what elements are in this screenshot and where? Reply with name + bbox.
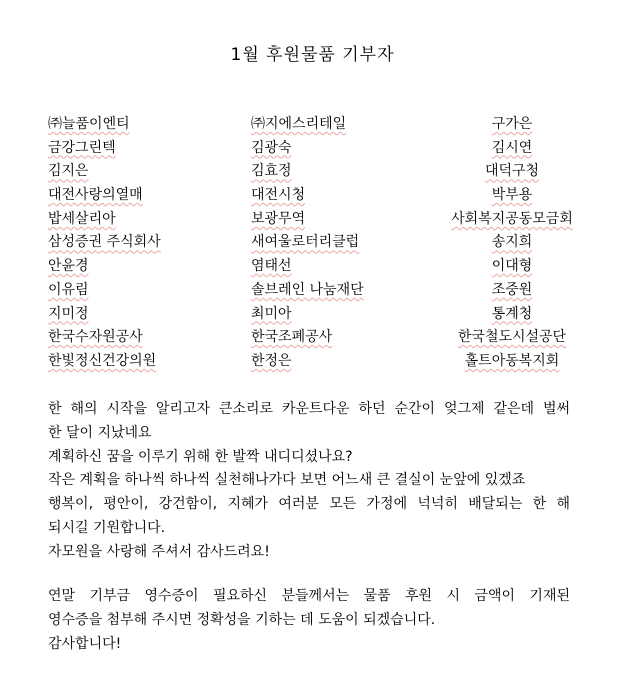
donor-name: 최미아 bbox=[251, 305, 292, 322]
donor-name: 이대형 bbox=[491, 258, 533, 275]
donor-row bbox=[48, 326, 588, 350]
donor-name: ㈜늘품이엔티 bbox=[48, 116, 130, 132]
message-line: 한 달이 지났네요 bbox=[48, 424, 152, 441]
donor-row bbox=[48, 208, 588, 232]
donor-name: 통계청 bbox=[491, 305, 533, 322]
donor-row bbox=[48, 137, 588, 161]
donor-name: 송지희 bbox=[491, 234, 533, 251]
donor-row bbox=[48, 279, 588, 303]
message-line: 행복이, 평안이, 강건함이, 지혜가 여러분 모든 가정에 넉넉히 배달되는 한 해 bbox=[48, 496, 570, 513]
donor-name: 지미정 bbox=[48, 305, 89, 322]
page-title: 1월 후원물품 기부자 bbox=[230, 45, 395, 65]
donor-name: 구가은 bbox=[491, 116, 533, 132]
donor-row bbox=[48, 160, 588, 184]
donor-row bbox=[48, 350, 588, 374]
donor-name: 이유림 bbox=[48, 281, 89, 298]
donor-row bbox=[48, 255, 588, 279]
donor-name: 한정은 bbox=[251, 352, 292, 369]
receipt-line: 영수증을 첨부해 주시면 정확성을 기하는 데 도움이 되겠습니다. bbox=[48, 611, 436, 628]
donor-name: 사회복지공동모금회 bbox=[451, 210, 573, 227]
donor-name: 밥세살리아 bbox=[48, 210, 116, 227]
receipt-notice bbox=[48, 585, 570, 656]
receipt-line: 감사합니다! bbox=[48, 635, 122, 652]
donor-row bbox=[48, 231, 588, 255]
donor-name: 대덕구청 bbox=[484, 163, 540, 180]
donor-name: 홀트아동복지회 bbox=[464, 352, 560, 369]
donor-name: 대전시청 bbox=[251, 187, 306, 204]
donor-name: 박부용 bbox=[491, 187, 533, 204]
donor-name: 염태선 bbox=[251, 258, 292, 275]
message-line: 한 해의 시작을 알리고자 큰소리로 카운트다운 하던 순간이 엊그제 같은데 벌써 bbox=[48, 401, 570, 417]
receipt-line: 연말 기부금 영수증이 필요하신 분들께서는 물품 후원 시 금액이 기재된 bbox=[48, 588, 570, 604]
donor-name: 금강그린텍 bbox=[48, 139, 116, 156]
message-line: 되시길 기원합니다. bbox=[48, 519, 166, 536]
donor-name: 보광무역 bbox=[251, 210, 306, 227]
message-line: 계획하신 꿈을 이루기 위해 한 발짝 내디디셨나요? bbox=[48, 448, 353, 465]
donor-name: 한국조폐공사 bbox=[251, 329, 333, 346]
donor-name: 한국수자원공사 bbox=[48, 329, 143, 346]
message-line: 작은 계획을 하나씩 하나씩 실천해나가다 보면 어느새 큰 결실이 눈앞에 있겠죠 bbox=[48, 472, 526, 489]
donor-name: 대전사랑의열매 bbox=[48, 187, 143, 204]
donor-name: 솔브레인 나눔재단 bbox=[251, 281, 364, 298]
donor-row bbox=[48, 303, 588, 327]
donor-row bbox=[48, 113, 588, 137]
donor-name: 한국철도시설공단 bbox=[457, 329, 567, 346]
donor-name: 새여울로터리클럽 bbox=[251, 234, 360, 251]
thank-you-message bbox=[48, 398, 570, 565]
donor-name: 삼성증권 주식회사 bbox=[48, 234, 161, 251]
donor-name: 김시연 bbox=[491, 139, 533, 156]
donor-name: 김지은 bbox=[48, 163, 89, 180]
donor-name: 안윤경 bbox=[48, 258, 89, 275]
donor-table bbox=[48, 113, 588, 374]
donor-name: 한빛정신건강의원 bbox=[48, 352, 157, 369]
donor-name: ㈜지에스리테일 bbox=[251, 116, 347, 132]
donor-name: 김광숙 bbox=[251, 139, 292, 156]
donor-row bbox=[48, 184, 588, 208]
donor-name: 조중원 bbox=[491, 281, 533, 298]
donor-name: 김효정 bbox=[251, 163, 292, 180]
message-line: 자모원을 사랑해 주셔서 감사드려요! bbox=[48, 543, 270, 560]
